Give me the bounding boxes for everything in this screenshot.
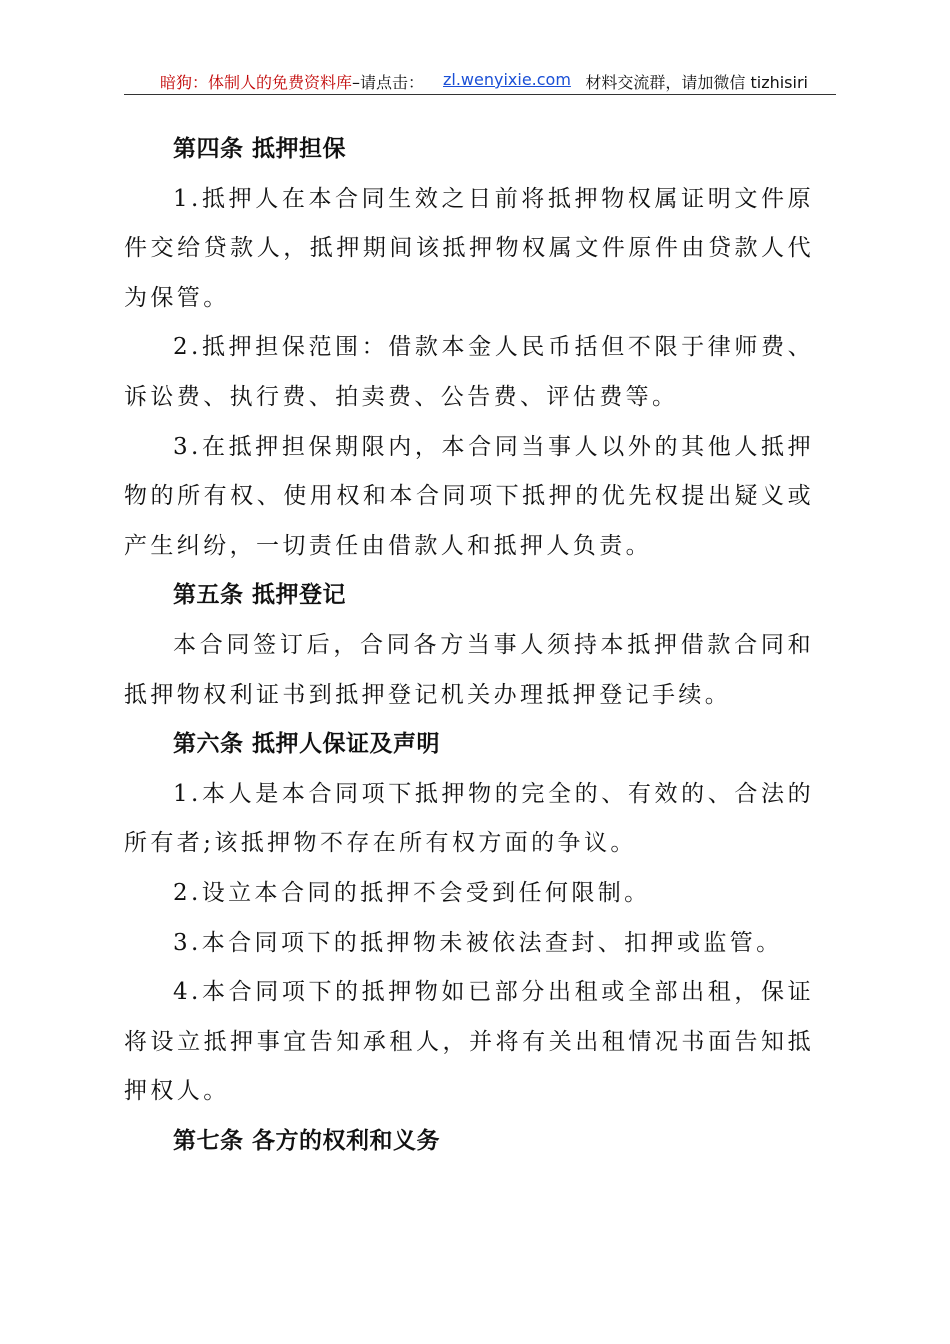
header-promo: 暗狗：体制人的免费资料库–请点击： [160, 73, 425, 92]
article-4-clause-2: 2.抵押担保范围：借款本金人民币括但不限于律师费、诉讼费、执行费、拍卖费、公告费、评估费等。 [124, 334, 814, 410]
article-5-clause-1: 本合同签订后，合同各方当事人须持本抵押借款合同和抵押物权利证书到抵押登记机关办理抵押登记手续。 [124, 631, 814, 708]
article-6-clause-3: 3.本合同项下的抵押物未被依法查封、扣押或监管。 [173, 929, 783, 956]
article-7-heading: 第七条 各方的权利和义务 [173, 1127, 441, 1154]
page-header [124, 60, 836, 95]
article-4-clause-3: 3.在抵押担保期限内，本合同当事人以外的其他人抵押物的所有权、使用权和本合同项下抵押的优先权提出疑义或产生纠纷，一切责任由借款人和抵押人负责。 [124, 433, 814, 559]
article-6-clause-2: 2.设立本合同的抵押不会受到任何限制。 [173, 879, 651, 906]
document-body [124, 125, 814, 1166]
article-6-clause-1: 1.本人是本合同项下抵押物的完全的、有效的、合法的所有者;该抵押物不存在所有权方面的争议。 [124, 780, 814, 857]
article-4-clause-1: 1.抵押人在本合同生效之日前将抵押物权属证明文件原件交给贷款人，抵押期间该抵押物权属文件原件由贷款人代为保管。 [124, 185, 814, 311]
header-contact: 材料交流群，请加微信 tizhisiri [585, 73, 808, 92]
header-prompt: –请点击： [352, 73, 425, 92]
article-6-heading: 第六条 抵押人保证及声明 [173, 731, 441, 758]
article-4-heading: 第四条 抵押担保 [173, 136, 347, 162]
header-link[interactable]: zl.wenyixie.com [443, 70, 571, 89]
article-5-heading: 第五条 抵押登记 [173, 582, 347, 609]
article-6-clause-4: 4.本合同项下的抵押物如已部分出租或全部出租，保证将设立抵押事宜告知承租人，并将有关出租情况书面告知抵押权人。 [124, 979, 814, 1105]
